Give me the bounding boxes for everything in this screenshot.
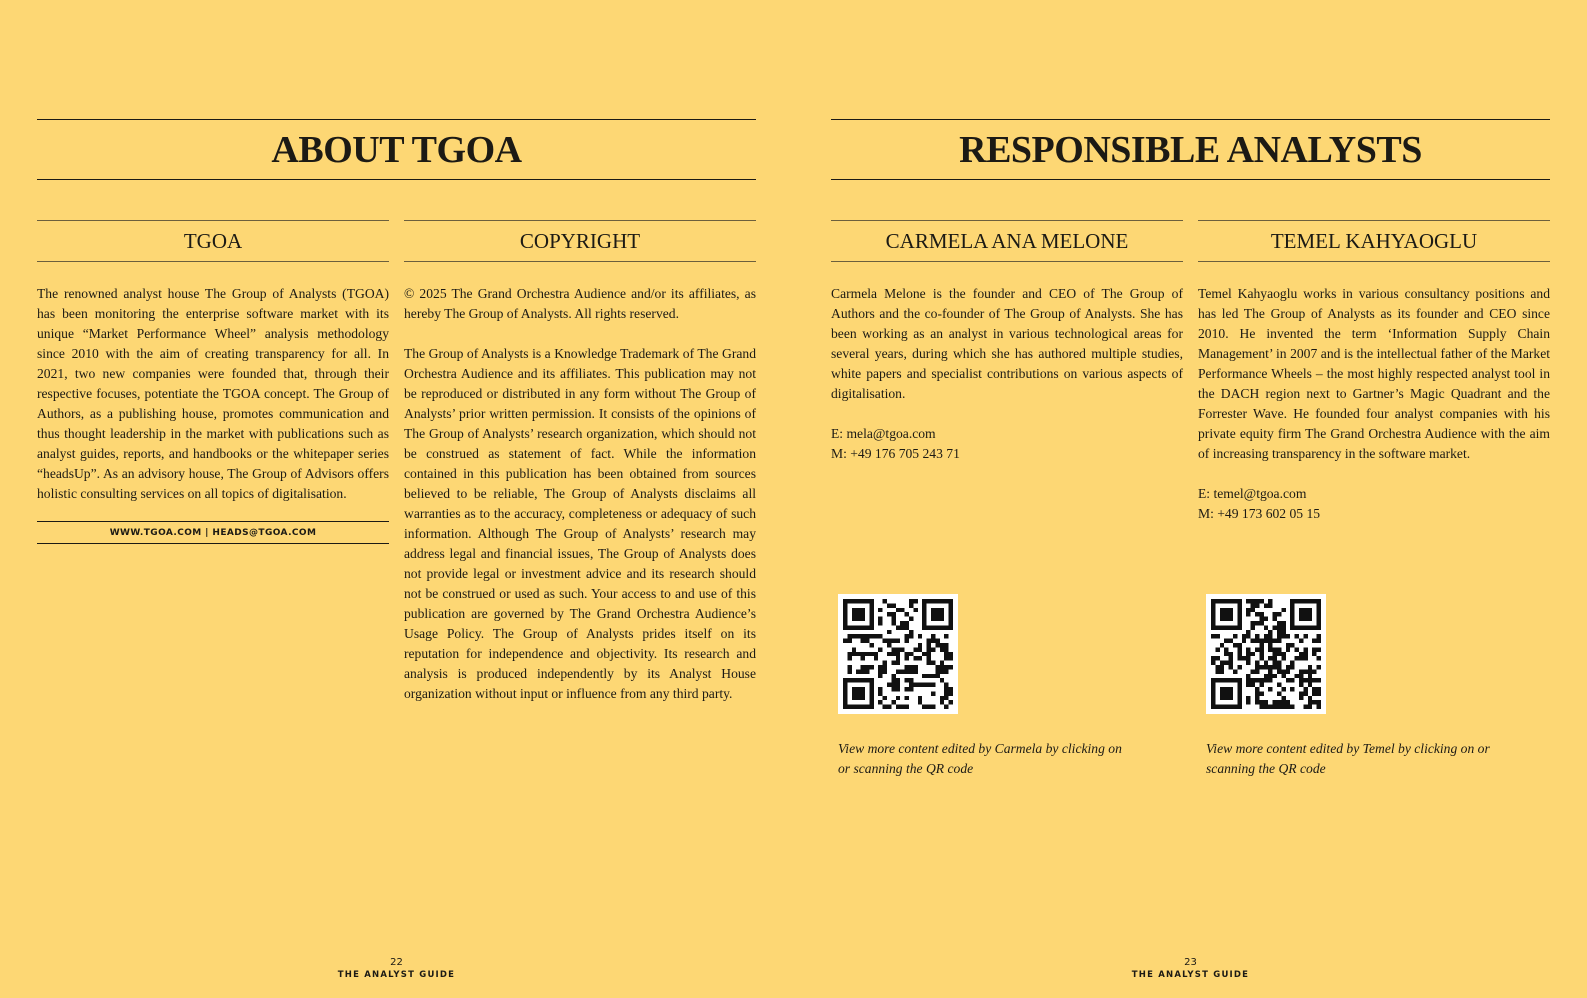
tgoa-contact-bar[interactable] [37,521,389,544]
analyst-name: CARMELA ANA MELONE [885,228,1129,253]
analyst-mobile[interactable]: M: +49 173 602 05 15 [1198,506,1321,521]
qr-caption: View more content edited by Carmela by clicking on or scanning the QR code [838,741,1122,776]
analyst-name-header [1198,220,1550,262]
tgoa-title: TGOA [183,228,243,253]
analyst-bio [831,284,1183,464]
analyst-email[interactable]: E: mela@tgoa.com [831,426,936,441]
copyright-paragraph-1: © 2025 The Grand Orchestra Audience and/or its affiliates, as hereby The Group of Analysts. All rights reserved. [404,286,756,321]
tgoa-paragraph: The renowned analyst house The Group of Analysts (TGOA) has been monitoring the enterprise software market with its unique “Market Performance Wheel” analysis methodology since 2010 with the aim of creating transparency for all. In 2021, two new companies were founded that, through their respective focuses, potentiate the TGOA concept. The Group of Authors, as a publishing house, promotes communication and thus thought leadership in the market with publications such as analyst guides, reports, and handbooks or the whitepaper series “headsUp”. As an advisory house, The Group of Advisors offers holistic consulting services on all topics of digitalisation. [37,286,389,501]
analysts-title: RESPONSIBLE ANALYSTS [959,128,1422,171]
page-number: 23 [1184,957,1197,968]
analyst-contact [1198,484,1550,524]
analyst-bio [1198,284,1550,524]
analyst-contact [831,424,1183,464]
copyright-text [404,284,756,724]
about-header [37,119,756,180]
analyst-name-header [831,220,1183,262]
left-folio [37,957,756,981]
analysts-header [831,119,1550,180]
copyright-paragraph-2: The Group of Analysts is a Knowledge Trademark of The Grand Orchestra Audience and its affiliates. This publication may not be reproduced or distributed in any form without The Group of Analysts’ prior written permission. It consists of the opinions of The Group of Analysts’ research organization, which should not be construed as statement of fact. While the information contained in this publication has been obtained from sources believed to be reliable, The Group of Analysts disclaims all warranties as to the accuracy, completeness or adequacy of such information. Although The Group of Analysts’ research may address legal and financial issues, The Group of Analysts does not provide legal or investment advice and its research should not be construed or used as such. Your access to and use of this publication are governed by The Grand Orchestra Audience’s Usage Policy. The Group of Analysts prides itself on its reputation for independence and objectivity. Its research and analysis is produced independently by its Analyst House organization without input or influence from any third party. [404,346,756,701]
tgoa-contact-link[interactable]: WWW.TGOA.COM | HEADS@TGOA.COM [109,527,317,538]
qr-caption: View more content edited by Temel by clicking on or scanning the QR code [1206,741,1490,776]
copyright-title: COPYRIGHT [519,228,641,253]
analyst-email[interactable]: E: temel@tgoa.com [1198,486,1307,501]
right-page [831,0,1550,998]
analyst-bio-text: Carmela Melone is the founder and CEO of The Group of Authors and the co-founder of The Group of Analysts. She has been working as an analyst in various technological areas for several years, during which she has authored multiple studies, white papers and specialist contributions on various aspects of digitalisation. [831,286,1183,401]
qr-code-icon[interactable] [1206,594,1326,714]
analyst-name: TEMEL KAHYAOGLU [1270,228,1478,253]
page-number: 22 [390,957,403,968]
left-page [37,0,756,998]
copyright-header [404,220,756,262]
analyst-mobile[interactable]: M: +49 176 705 243 71 [831,446,960,461]
analyst-bio-text: Temel Kahyaoglu works in various consultancy positions and has led The Group of Analysts as its founder and CEO since 2010. He invented the term ‘Information Supply Chain Management’ in 2007 and is the intellectual father of the Market Performance Wheels – the most highly respected analyst tool in the DACH region next to Gartner’s Magic Quadrant and the Forrester Wave. He founded four analyst companies with his private equity firm The Grand Orchestra Audience with the aim of increasing transparency in the software market. [1198,286,1550,461]
publication-title: THE ANALYST GUIDE [1131,970,1250,980]
about-title: ABOUT TGOA [271,128,522,171]
right-folio [831,957,1550,981]
qr-code-icon[interactable] [838,594,958,714]
publication-title: THE ANALYST GUIDE [337,970,456,980]
tgoa-description [37,284,389,524]
tgoa-header [37,220,389,262]
